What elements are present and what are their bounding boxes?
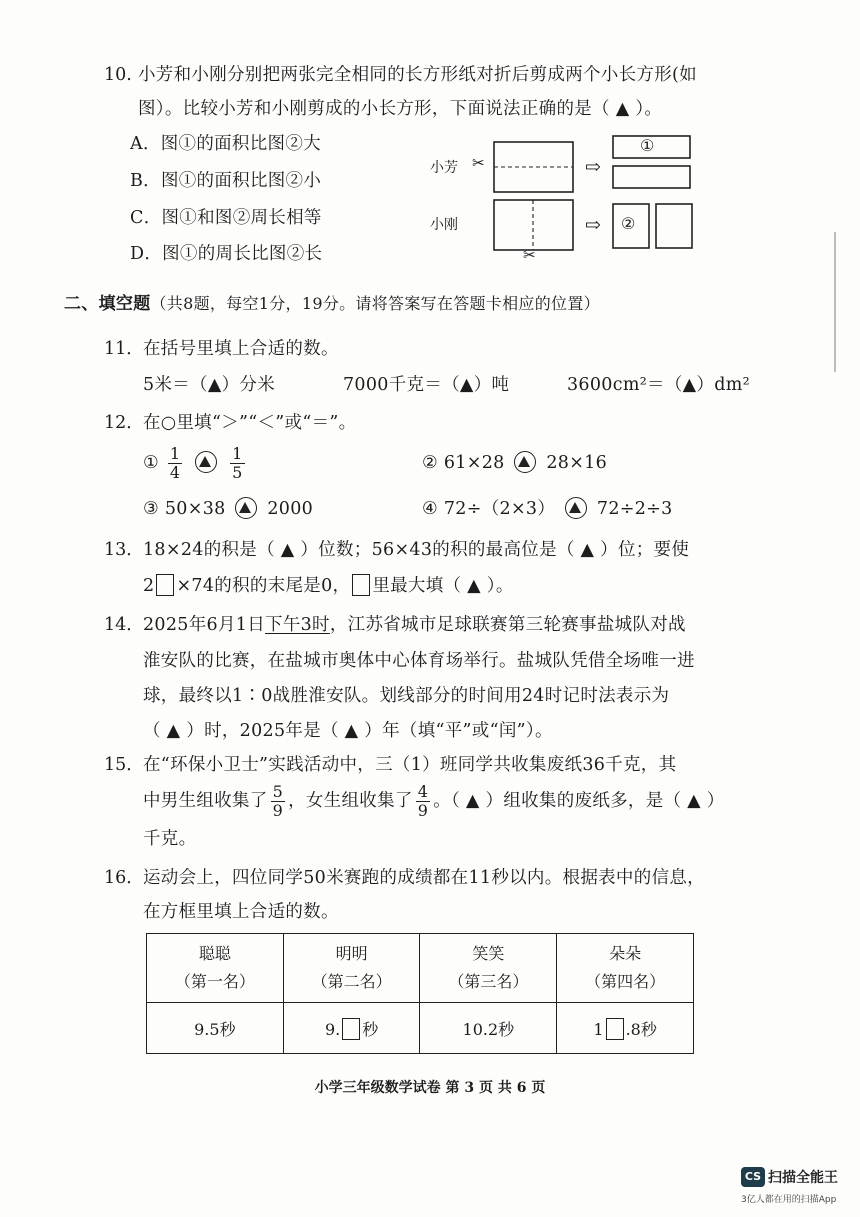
q11-item-3: 3600cm²＝（▲）dm² — [567, 375, 750, 395]
fraction-right: $\frac{1}{5}$ — [232, 444, 243, 482]
q15-line2: 中男生组收集了 $\frac{5}{9}$ ，女生组收集了 $\frac{4}{9}$ 。（ ▲ ）组收集的废纸多，是（ ▲ ） — [143, 782, 725, 820]
q12-stem: 在○里填“＞”“＜”或“＝”。 — [143, 413, 357, 433]
arrow-icon: ⇨ — [585, 156, 601, 178]
q10-figure-svg — [0, 0, 860, 280]
compare-circle[interactable] — [565, 497, 587, 519]
q12-item-4 — [422, 496, 673, 522]
item-label: ① — [143, 453, 159, 473]
q11-stem: 在括号里填上合适的数。 — [143, 339, 339, 359]
table-cell: 10.2秒 — [420, 1003, 557, 1054]
table-cell: 朵朵 （第四名） — [557, 934, 694, 1003]
scissors-icon: ✂ — [472, 154, 485, 172]
item-label: ④ — [422, 499, 438, 519]
compare-circle[interactable] — [195, 451, 217, 473]
table-row — [147, 1003, 694, 1054]
q11-item-2: 7000千克＝（▲）吨 — [343, 375, 510, 395]
table-cell: 1 .8秒 — [557, 1003, 694, 1054]
watermark-name: 扫描全能王 — [768, 1169, 838, 1186]
q10-option-a: A．图①的面积比图②大 — [130, 134, 321, 154]
q10-option-c: C．图①和图②周长相等 — [130, 208, 322, 228]
section-heading — [64, 291, 600, 317]
fraction-boys: $\frac{5}{9}$ — [272, 782, 284, 820]
cs-logo-icon: CS — [741, 1167, 765, 1187]
compare-circle[interactable] — [514, 451, 536, 473]
arrow-icon: ⇨ — [585, 214, 601, 236]
table-cell: 9.5秒 — [147, 1003, 284, 1054]
q16-line2: 在方框里填上合适的数。 — [143, 902, 339, 922]
label-xiaogang: 小刚 — [430, 217, 458, 233]
table-row — [147, 934, 694, 1003]
digit-box[interactable] — [156, 574, 174, 596]
score-table — [146, 933, 694, 1054]
q12-item-3 — [143, 496, 313, 522]
page-footer: 小学三年级数学试卷 第 3 页 共 6 页 — [314, 1080, 546, 1096]
fraction-left: $\frac{1}{4}$ — [169, 444, 181, 482]
q13-line1: 18×24的积是（ ▲ ）位数；56×43的积的最高位是（ ▲ ）位；要使 — [143, 540, 690, 560]
q10-stem-line1: 小芳和小刚分别把两张完全相同的长方形纸对折后剪成两个小长方形(如 — [138, 65, 697, 85]
xiaofang-piece-2 — [613, 166, 690, 188]
expr-right: 2000 — [267, 499, 314, 519]
table-cell: 笑笑 （第三名） — [420, 934, 557, 1003]
q15-line1: 在“环保小卫士”实践活动中，三（1）班同学共收集废纸36千克，其 — [143, 755, 677, 775]
expr-right: 72÷2÷3 — [596, 499, 673, 519]
digit-box[interactable] — [352, 574, 370, 596]
q10-stem-line2: 图）。比较小芳和小刚剪成的小长方形，下面说法正确的是（ ▲ ）。 — [138, 99, 663, 119]
watermark-tagline: 3亿人都在用的扫描App — [741, 1195, 837, 1205]
q12-item-2 — [422, 450, 607, 476]
item-label: ③ — [143, 499, 159, 519]
expr-left: 72÷（2×3） — [443, 499, 556, 519]
q10-number: 10. — [104, 65, 132, 85]
q11-number: 11． — [104, 339, 144, 359]
item-label: ② — [422, 453, 438, 473]
compare-circle[interactable] — [235, 497, 257, 519]
q12-number: 12． — [104, 413, 144, 433]
digit-box[interactable] — [342, 1018, 360, 1040]
q16-line1: 运动会上，四位同学50米赛跑的成绩都在11秒以内。根据表中的信息， — [143, 868, 705, 888]
q10-option-d: D．图①的周长比图②长 — [130, 244, 323, 264]
expr-left: 50×38 — [164, 499, 226, 519]
q11-item-1: 5米＝（▲）分米 — [143, 375, 275, 395]
expr-left: 61×28 — [443, 453, 505, 473]
piece-1-label: ① — [640, 136, 655, 155]
section-note: （共8题，每空1分，19分。请将答案写在答题卡相应的位置） — [150, 294, 600, 313]
table-cell: 9. 秒 — [283, 1003, 420, 1054]
q14-line1: 2025年6月1日下午3时，江苏省城市足球联赛第三轮赛事盐城队对战 — [143, 615, 686, 635]
fraction-girls: $\frac{4}{9}$ — [417, 782, 429, 820]
scanner-watermark — [741, 1166, 838, 1205]
scissors-icon: ✂ — [523, 246, 536, 264]
table-cell: 聪聪 （第一名） — [147, 934, 284, 1003]
table-cell: 明明 （第二名） — [283, 934, 420, 1003]
margin-line — [834, 232, 836, 372]
xiaogang-piece-other — [656, 204, 692, 248]
underlined-time: 下午3时 — [265, 615, 330, 635]
section-title: 二、填空题 — [64, 294, 151, 314]
q14-line2: 淮安队的比赛，在盐城市奥体中心体育场举行。盐城队凭借全场唯一进 — [143, 651, 695, 671]
xiaofang-paper — [494, 142, 573, 192]
q14-number: 14． — [104, 615, 144, 635]
q14-line3: 球，最终以1∶0战胜淮安队。划线部分的时间用24时记时法表示为 — [143, 686, 670, 706]
q15-line3: 千克。 — [143, 829, 197, 849]
piece-2-label: ② — [621, 214, 636, 233]
expr-right: 28×16 — [546, 453, 608, 473]
q15-number: 15． — [104, 755, 144, 775]
q13-line2: 2 ×74的积的末尾是0， 里最大填（ ▲ ）。 — [143, 576, 514, 596]
q12-item-1 — [143, 440, 248, 486]
q14-line4: （ ▲ ）时，2025年是（ ▲ ）年（填“平”或“闰”）。 — [143, 721, 553, 741]
digit-box[interactable] — [606, 1018, 624, 1040]
q13-number: 13． — [104, 540, 144, 560]
q10-option-b: B．图①的面积比图②小 — [130, 171, 322, 191]
q16-number: 16． — [104, 868, 144, 888]
label-xiaofang: 小芳 — [430, 160, 458, 176]
